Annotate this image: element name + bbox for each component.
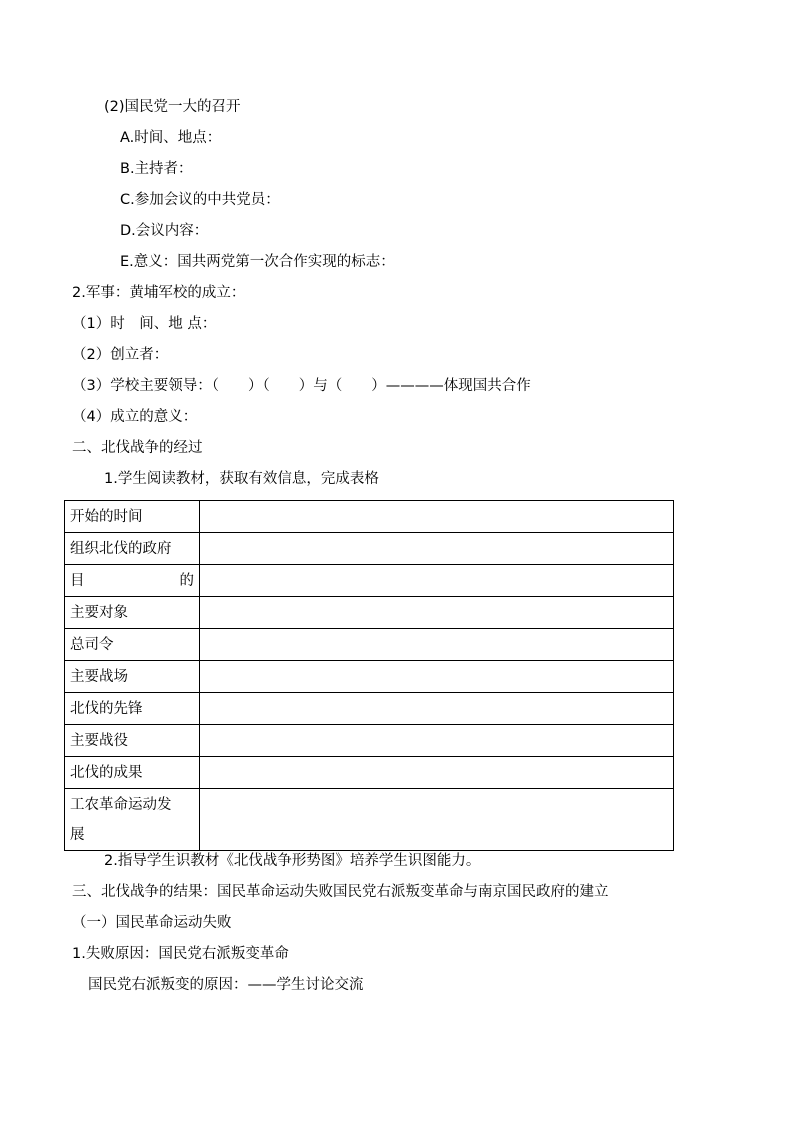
table-row [65,693,674,725]
row-label: 总司令 [65,629,200,661]
label-line-1: 工农革命运动发 [70,796,172,813]
answer-cell[interactable] [200,533,674,565]
row-label: 组织北伐的政府 [65,533,200,565]
row-label-worker-peasant [65,789,200,851]
table-row [65,757,674,789]
item-discussion: 国民党右派叛变的原因：——学生讨论交流 [88,977,364,993]
item-founding-significance: （4）成立的意义： [72,409,198,425]
table-row [65,725,674,757]
answer-cell[interactable] [200,565,674,597]
answer-cell[interactable] [200,501,674,533]
table-row [65,597,674,629]
table-row [65,789,674,851]
purpose-left: 目 [70,572,85,589]
subheading-failure: （一）国民革命运动失败 [72,915,232,931]
row-label: 北伐的先锋 [65,693,200,725]
instruction-read: 1.学生阅读教材，获取有效信息，完成表格 [104,471,379,487]
answer-cell[interactable] [200,789,674,851]
answer-cell[interactable] [200,597,674,629]
purpose-right: 的 [179,572,194,589]
table-row [65,533,674,565]
section-heading-northern-expedition: 二、北伐战争的经过 [72,440,203,456]
heading-kmt-congress: (2)国民党一大的召开 [104,99,241,115]
table-row [65,629,674,661]
row-label: 主要战役 [65,725,200,757]
item-host: B.主持者： [120,161,193,177]
answer-cell[interactable] [200,629,674,661]
label-line-2: 展 [70,826,85,843]
row-label: 开始的时间 [65,501,200,533]
item-ccp-members: C.参加会议的中共党员： [120,192,280,208]
table-row [65,661,674,693]
row-label-purpose [65,565,200,597]
item-founder: （2）创立者： [72,347,169,363]
answer-cell[interactable] [200,757,674,789]
northern-expedition-table [64,500,674,851]
section-heading-results: 三、北伐战争的结果：国民革命运动失败国民党右派叛变革命与南京国民政府的建立 [72,884,609,900]
answer-cell[interactable] [200,725,674,757]
row-label: 主要对象 [65,597,200,629]
item-leaders: （3）学校主要领导：（ ）（ ）与（ ）————体现国共合作 [72,378,531,394]
answer-cell[interactable] [200,693,674,725]
instruction-map: 2.指导学生识教材《北伐战争形势图》培养学生识图能力。 [104,853,481,869]
table-row [65,501,674,533]
item-failure-reason: 1.失败原因：国民党右派叛变革命 [72,946,289,962]
heading-military: 2.军事：黄埔军校的成立： [72,285,246,301]
table-row [65,565,674,597]
answer-cell[interactable] [200,661,674,693]
row-label: 主要战场 [65,661,200,693]
row-label: 北伐的成果 [65,757,200,789]
item-significance: E.意义：国共两党第一次合作实现的标志： [120,254,395,270]
item-time-place: A.时间、地点： [120,130,222,146]
item-content: D.会议内容： [120,223,209,239]
item-whampoa-time: （1）时 间、地 点： [72,316,217,332]
